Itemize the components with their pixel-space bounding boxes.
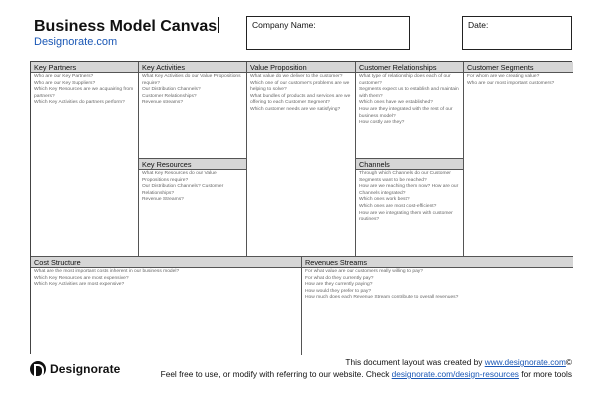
question: What are the most important costs inherent in our business model?	[34, 269, 180, 274]
question: Through which Channels do our Customer Segments want to be reached?	[359, 171, 451, 183]
footer-usage-suffix: for more tools	[518, 369, 572, 379]
question: What Key Resources do our Value Propositions require?	[142, 171, 217, 183]
block-customer-relationships[interactable]	[356, 62, 464, 159]
block-revenue-streams[interactable]	[302, 257, 573, 355]
question: Which Key Activities do partners perform?	[34, 100, 125, 106]
date-field[interactable]	[462, 16, 572, 50]
question: Segments expect us to establish and maintain with them?	[359, 87, 459, 99]
company-name-label: Company Name:	[252, 20, 316, 30]
question: Which ones have we established?	[359, 100, 433, 106]
question: Who are our most important customers?	[467, 80, 555, 86]
question: Our Distribution Channels? Customer Relationships?	[142, 184, 224, 196]
question: Customer Relationships?	[142, 93, 197, 99]
designorate-logo	[30, 361, 120, 377]
footer-usage-text: Feel free to use, or modify with referring to our website. Check	[160, 369, 392, 379]
question: What value do we deliver to the customer?	[250, 74, 343, 79]
question: What Key Activities do our Value Propositions require?	[142, 74, 241, 86]
question: For what value are our customers really willing to pay?	[305, 269, 423, 274]
text-cursor	[218, 17, 219, 33]
question: For whom are we creating value?	[467, 74, 540, 79]
logo-icon	[30, 361, 46, 377]
question: Which ones work best?	[359, 197, 410, 203]
question: Which Key Activities are most expensive?	[34, 282, 125, 288]
block-title: Customer Relationships	[356, 62, 463, 73]
page-title: Business Model Canvas	[34, 18, 218, 35]
question: Who are our Key Suppliers?	[34, 80, 96, 86]
logo-text: Designorate	[50, 362, 121, 376]
question: Revenue Streams?	[142, 197, 184, 203]
question: Which Key Resources are most expensive?	[34, 275, 129, 281]
question: How are they currently paying?	[305, 282, 373, 288]
copyright-symbol: ©	[565, 357, 572, 367]
question: How are they integrated with the rest of our business model?	[359, 106, 453, 119]
block-title: Key Resources	[139, 159, 246, 170]
question: How would they prefer to pay?	[305, 288, 372, 294]
question: Which ones are most cost-efficient?	[359, 203, 437, 209]
business-model-canvas	[30, 61, 572, 354]
question: Which Key Resources are we acquairing from partners?	[34, 87, 134, 99]
question: Which one of our customer's problems are we helping to solve?	[250, 80, 350, 93]
site-link[interactable]: Designorate.com	[34, 36, 118, 48]
footer-credit-text: This document layout was created by	[345, 357, 485, 367]
question: Our Distribution Channels?	[142, 87, 201, 93]
block-key-resources[interactable]	[139, 159, 247, 257]
block-title: Customer Segments	[464, 62, 573, 73]
block-customer-segments[interactable]	[464, 62, 573, 257]
question: Who are our Key Partners?	[34, 74, 94, 79]
question: How are we integrating them with customer routines?	[359, 210, 453, 223]
question: Revenue streams?	[142, 100, 184, 106]
block-title: Value Proposition	[247, 62, 355, 73]
block-title: Key Activities	[139, 62, 246, 73]
block-channels[interactable]	[356, 159, 464, 257]
footer-resources-link[interactable]: designorate.com/design-resources	[391, 369, 519, 379]
question: What bundles of products and services are we offering to each Customer Segment?	[250, 93, 351, 106]
question: Which customer needs are we satisfying?	[250, 106, 341, 112]
footer-credit-link[interactable]: www.designorate.com	[484, 357, 566, 367]
block-title: Revenues Streams	[302, 257, 573, 268]
company-name-field[interactable]	[246, 16, 410, 50]
date-label: Date:	[468, 20, 489, 30]
footer-credit	[345, 357, 572, 367]
question: What type of relationship does each of our customer?	[359, 74, 451, 86]
question: How are we reaching them now? How are our Channels integrated?	[359, 184, 459, 196]
block-title: Cost Structure	[31, 257, 301, 268]
block-title: Channels	[356, 159, 463, 170]
block-cost-structure[interactable]	[31, 257, 302, 355]
block-key-activities[interactable]	[139, 62, 247, 159]
block-title: Key Partners	[31, 62, 138, 73]
question: How much does each Revenue Stream contribute to overall revenues?	[305, 295, 459, 301]
question: For what do they currently pay?	[305, 275, 374, 281]
question: How costly are they?	[359, 120, 405, 126]
block-value-proposition[interactable]	[247, 62, 356, 257]
footer-usage	[161, 369, 572, 379]
block-key-partners[interactable]	[31, 62, 139, 257]
